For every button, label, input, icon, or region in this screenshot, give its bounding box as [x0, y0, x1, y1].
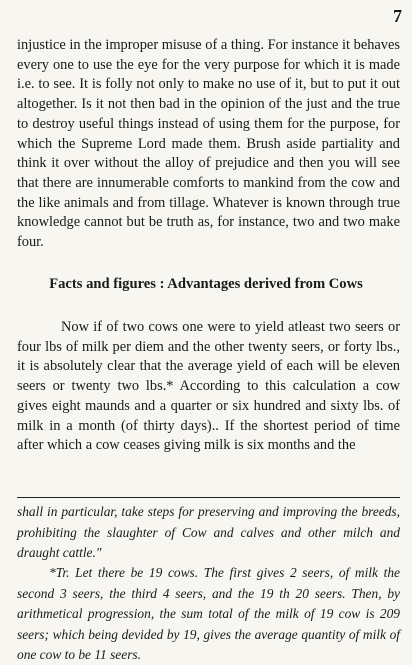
- footnote-divider: [17, 497, 400, 498]
- footnote-continued: shall in particular, take steps for preserving and improving the breeds, prohibiting the slaughter of Cow and calves and other milch and draught cattle.": [17, 504, 400, 560]
- translator-footnote: *Tr. Let there be 19 cows. The first gives 2 seers, of milk the second 3 seers, the third 4 seers, and the 19 th 20 seers. Then, by arithmetical progression, the sum total of the milk of 19 cow is 209 seers; which being devided by 19, gives the average quantity of milk of one cow to be 11 seers.: [17, 565, 400, 662]
- body-paragraph-1: injustice in the improper misuse of a thing. For instance it behaves every one to use the eye for the very purpose for which it is made i.e. to see. It is folly not only to make no use of it, but to put it out altogether. Is it not then bad in the opinion of the just and the true to destroy useful things instead of using them for the purpose, for which the Supreme Lord made them. Brush aside partiality and think it over without the alloy of prejudice and then you will see that there are innumerable comforts to mankind from the cow and the like animals and from tillage. Whatever is known through true knowledge cannot but be truth as, for instance, two and two make four.: [17, 37, 400, 251]
- section-heading: Facts and figures : Advantages derived from Cows: [49, 276, 363, 292]
- page-number: 7: [393, 6, 402, 26]
- body-paragraph-2: Now if of two cows one were to yield atleast two seers or four lbs of milk per diem and the other twenty seers, or forty lbs., it is absolutely clear that the average yield of each will be eleven seers or twenty two lbs.* According to this calculation a cow gives eight maunds and a quarter or six hundred and sixty lbs. of milk in a month (of thirty days).. If the shortest period of time after which a cow ceases giving milk is six months and the: [17, 319, 400, 454]
